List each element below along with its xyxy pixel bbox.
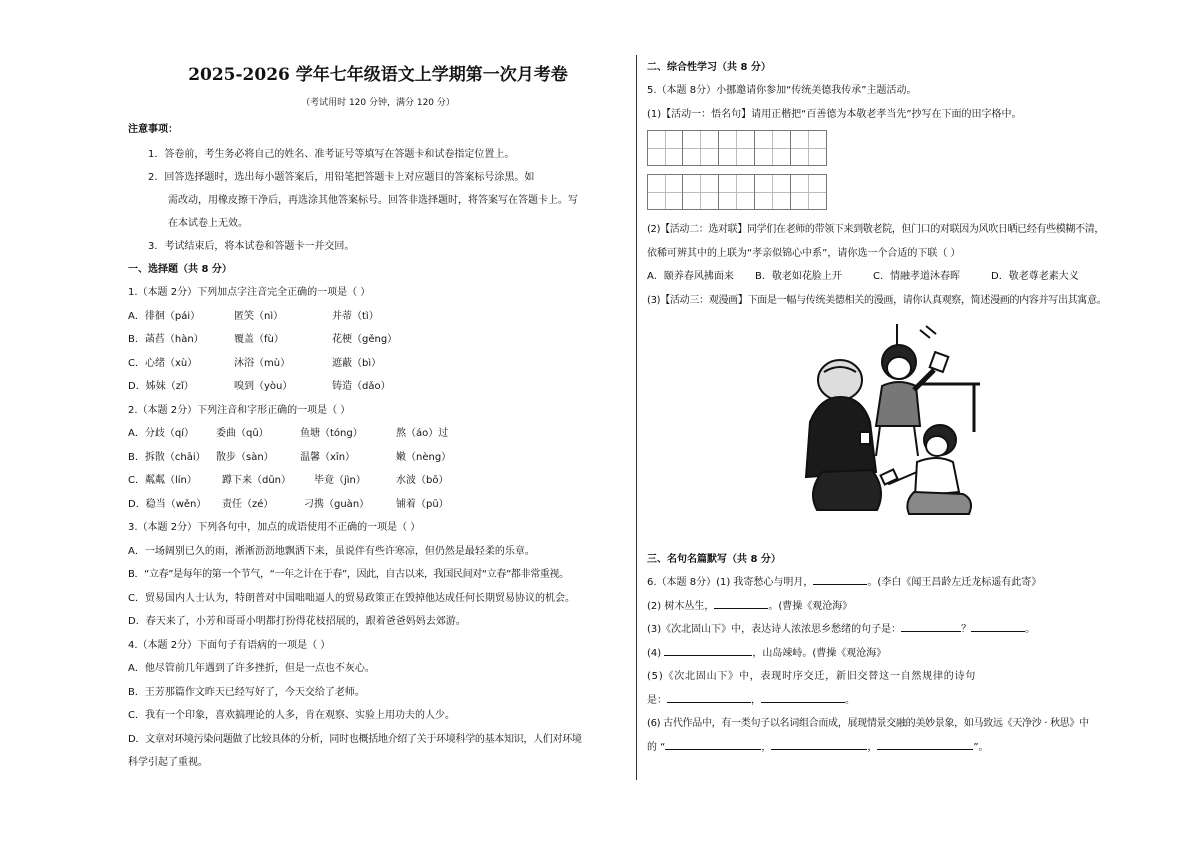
q6-line5: ( 5 ) 《 次 北 固 山 下 》 中 ， 表 现 时 序 交 迁 ， 新 旧 交 替 这 一 自 然 规 律 的 诗 句 (647, 671, 975, 682)
note-item: 1．答卷前，考生务必将自己的姓名、准考证号等填写在答题卡和试卷指定位置上。 (148, 149, 515, 160)
q4-stem: 4.（本题 2分）下面句子有语病的一项是（ ） (128, 639, 331, 651)
exam-title: 2025-2026 学年七年级语文上学期第一次月考卷 (188, 65, 568, 85)
q4-option-d: D．文章对环境污染问题做了比较具体的分析，同时也概括地介绍了关于环境科学的基本知识，人们对环境 (128, 733, 582, 745)
q1-stem: 1.（本题 2分）下列加点字注音完全正确的一项是（ ） (128, 287, 371, 298)
tianzige-cell[interactable] (647, 174, 683, 210)
note-item: 2．回答选择题时，选出每小题答案后，用铅笔把答题卡上对应题目的答案标号涂黑。如 需改动，用橡皮擦干净后，再选涂其他答案标号。回答非选择题时，将答案写在答题卡上。写 在本试卷上无效。 (148, 172, 578, 229)
tianzige-cell[interactable] (647, 130, 683, 166)
q4-option-c: C．我有一个印象，喜欢搞理论的人多，肯在观察、实验上用功夫的人少。 (128, 710, 455, 721)
q3-stem: 3.（本题 2分）下列各句中，加点的成语使用不正确的一项是（ ） (128, 522, 421, 533)
left-column (128, 58, 628, 775)
tianzige-cell[interactable] (719, 174, 755, 210)
q2-option-b: B．拆散（chāi） 散步（sàn） 温馨（xīn） 嫩（nèng） (128, 451, 452, 463)
q6-line3: (3)《次北固山下》中，表达诗人浓浓思乡愁绪的句子是： ？ 。 (647, 618, 1157, 642)
q3-option-b: B．“立春”是每年的第一个节气，“一年之计在于春”，因此，自古以来，我国民间对“立春”都非常重视。 (128, 569, 569, 580)
writing-grid-row-1[interactable] (647, 130, 1157, 166)
q2-option-a: A．分歧（qí） 委曲（qū） 鱼塘（tóng） 熬（áo）过 (128, 428, 449, 439)
q1-option-c: C．心绪（xù） 沐浴（mù） 遮蔽（bì） (128, 357, 382, 369)
exam-subtitle: （考试用时 120 分钟，满分 120 分） (301, 98, 455, 108)
q4-option-b: B．王芳那篇作文昨天已经写好了，今天交给了老师。 (128, 686, 365, 698)
cartoon-image (802, 322, 980, 520)
tianzige-cell[interactable] (719, 130, 755, 166)
section1-heading: 一、选择题（共 8 分） (128, 264, 232, 275)
note-item: 3．考试结束后，将本试卷和答题卡一并交回。 (148, 241, 355, 252)
q3-option-c: C．贸易国内人士认为，特朗普对中国咄咄逼人的贸易政策正在毁掉他达成任何长期贸易协议的机会。 (128, 592, 575, 604)
activity3: (3)【活动三：观漫画】下面是一幅与传统美德相关的漫画，请你认真观察，简述漫画的内容并写出其寓意。 (647, 294, 1107, 306)
q3-option-a: A．一场阔别已久的雨，淅淅沥沥地飘洒下来，虽说伴有些许寒凉，但仍然是最轻柔的乐章。 (128, 545, 535, 557)
tianzige-cell[interactable] (683, 130, 719, 166)
q6-line7: (6) 古代作品中，有一类句子以名词组合而成，展现情景交融的美妙景象，如马致远《天净沙 · 秋思》中 (647, 718, 1089, 729)
q6-line8: 的 “ ， ， ”。 (647, 736, 1157, 760)
column-divider (636, 55, 637, 780)
q1-option-b: B．菡萏（hàn） 覆盖（fù） 花梗（gěng） (128, 334, 398, 345)
section2-heading: 二、综合性学习（共 8 分） (647, 62, 771, 73)
activity2-line1: (2)【活动二：选对联】同学们在老师的带领下来到敬老院，但门口的对联因为风吹日晒已经有些模糊不清， (647, 224, 1105, 235)
q3-option-d: D．春天来了，小芳和哥哥小明都打扮得花枝招展的，跟着爸爸妈妈去郊游。 (128, 616, 466, 627)
q6-line4: (4) ，山岛竦峙。(曹操《观沧海》 (647, 642, 1157, 666)
activity1: (1)【活动一：悟名句】请用正楷把“百善德为本敬老孝当先”抄写在下面的田字格中。 (647, 108, 1022, 120)
tianzige-cell[interactable] (755, 174, 791, 210)
tianzige-cell[interactable] (791, 174, 827, 210)
q2-stem: 2.（本题 2分）下列注音和字形正确的一项是（ ） (128, 404, 351, 416)
tianzige-cell[interactable] (755, 130, 791, 166)
writing-grid-row-2[interactable] (647, 174, 1157, 210)
section3-heading: 三、名句名篇默写（共 8 分） (647, 554, 781, 565)
activity2-options: A．颐养春风拂面来 B．敬老如花脸上开 C．情融孝道沐春晖 D．敬老尊老素大义 (647, 271, 1079, 282)
q6-line1: 6.（本题 8分）(1) 我寄愁心与明月， 。(李白《闻王昌龄左迁龙标遥有此寄》 (647, 571, 1157, 595)
q6-line2: (2) 树木丛生， 。(曹操《观沧海》 (647, 595, 1157, 619)
q1-option-a: A．徘徊（pái） 匿笑（nì） 并蒂（tì） (128, 310, 379, 322)
q4-option-a: A．他尽管前几年遇到了许多挫折，但是一点也不灰心。 (128, 663, 375, 674)
q4-option-d-cont: 科学引起了重视。 (128, 757, 208, 768)
q2-option-d: D．稳当（wěn） 责任（zé） 刁携（guàn） 铺着（pū） (128, 498, 449, 510)
q1-option-d: D．姊妹（zǐ） 嗅到（yòu） 铸造（dǎo） (128, 381, 391, 392)
notes-heading: 注意事项： (128, 124, 178, 135)
activity2-line2: 依稀可辨其中的上联为“孝亲似锦心中系”，请你选一个合适的下联（ ） (647, 247, 961, 259)
q2-option-c: C．粼粼（lín） 蹲下来（dūn） 毕竟（jìn） 水波（bō） (128, 475, 449, 486)
q5-stem: 5.（本题 8分）小挪邀请你参加“传统美德我传承”主题活动。 (647, 85, 917, 96)
q6-line6: 是： ， 。 (647, 689, 1157, 713)
tianzige-cell[interactable] (791, 130, 827, 166)
tianzige-cell[interactable] (683, 174, 719, 210)
